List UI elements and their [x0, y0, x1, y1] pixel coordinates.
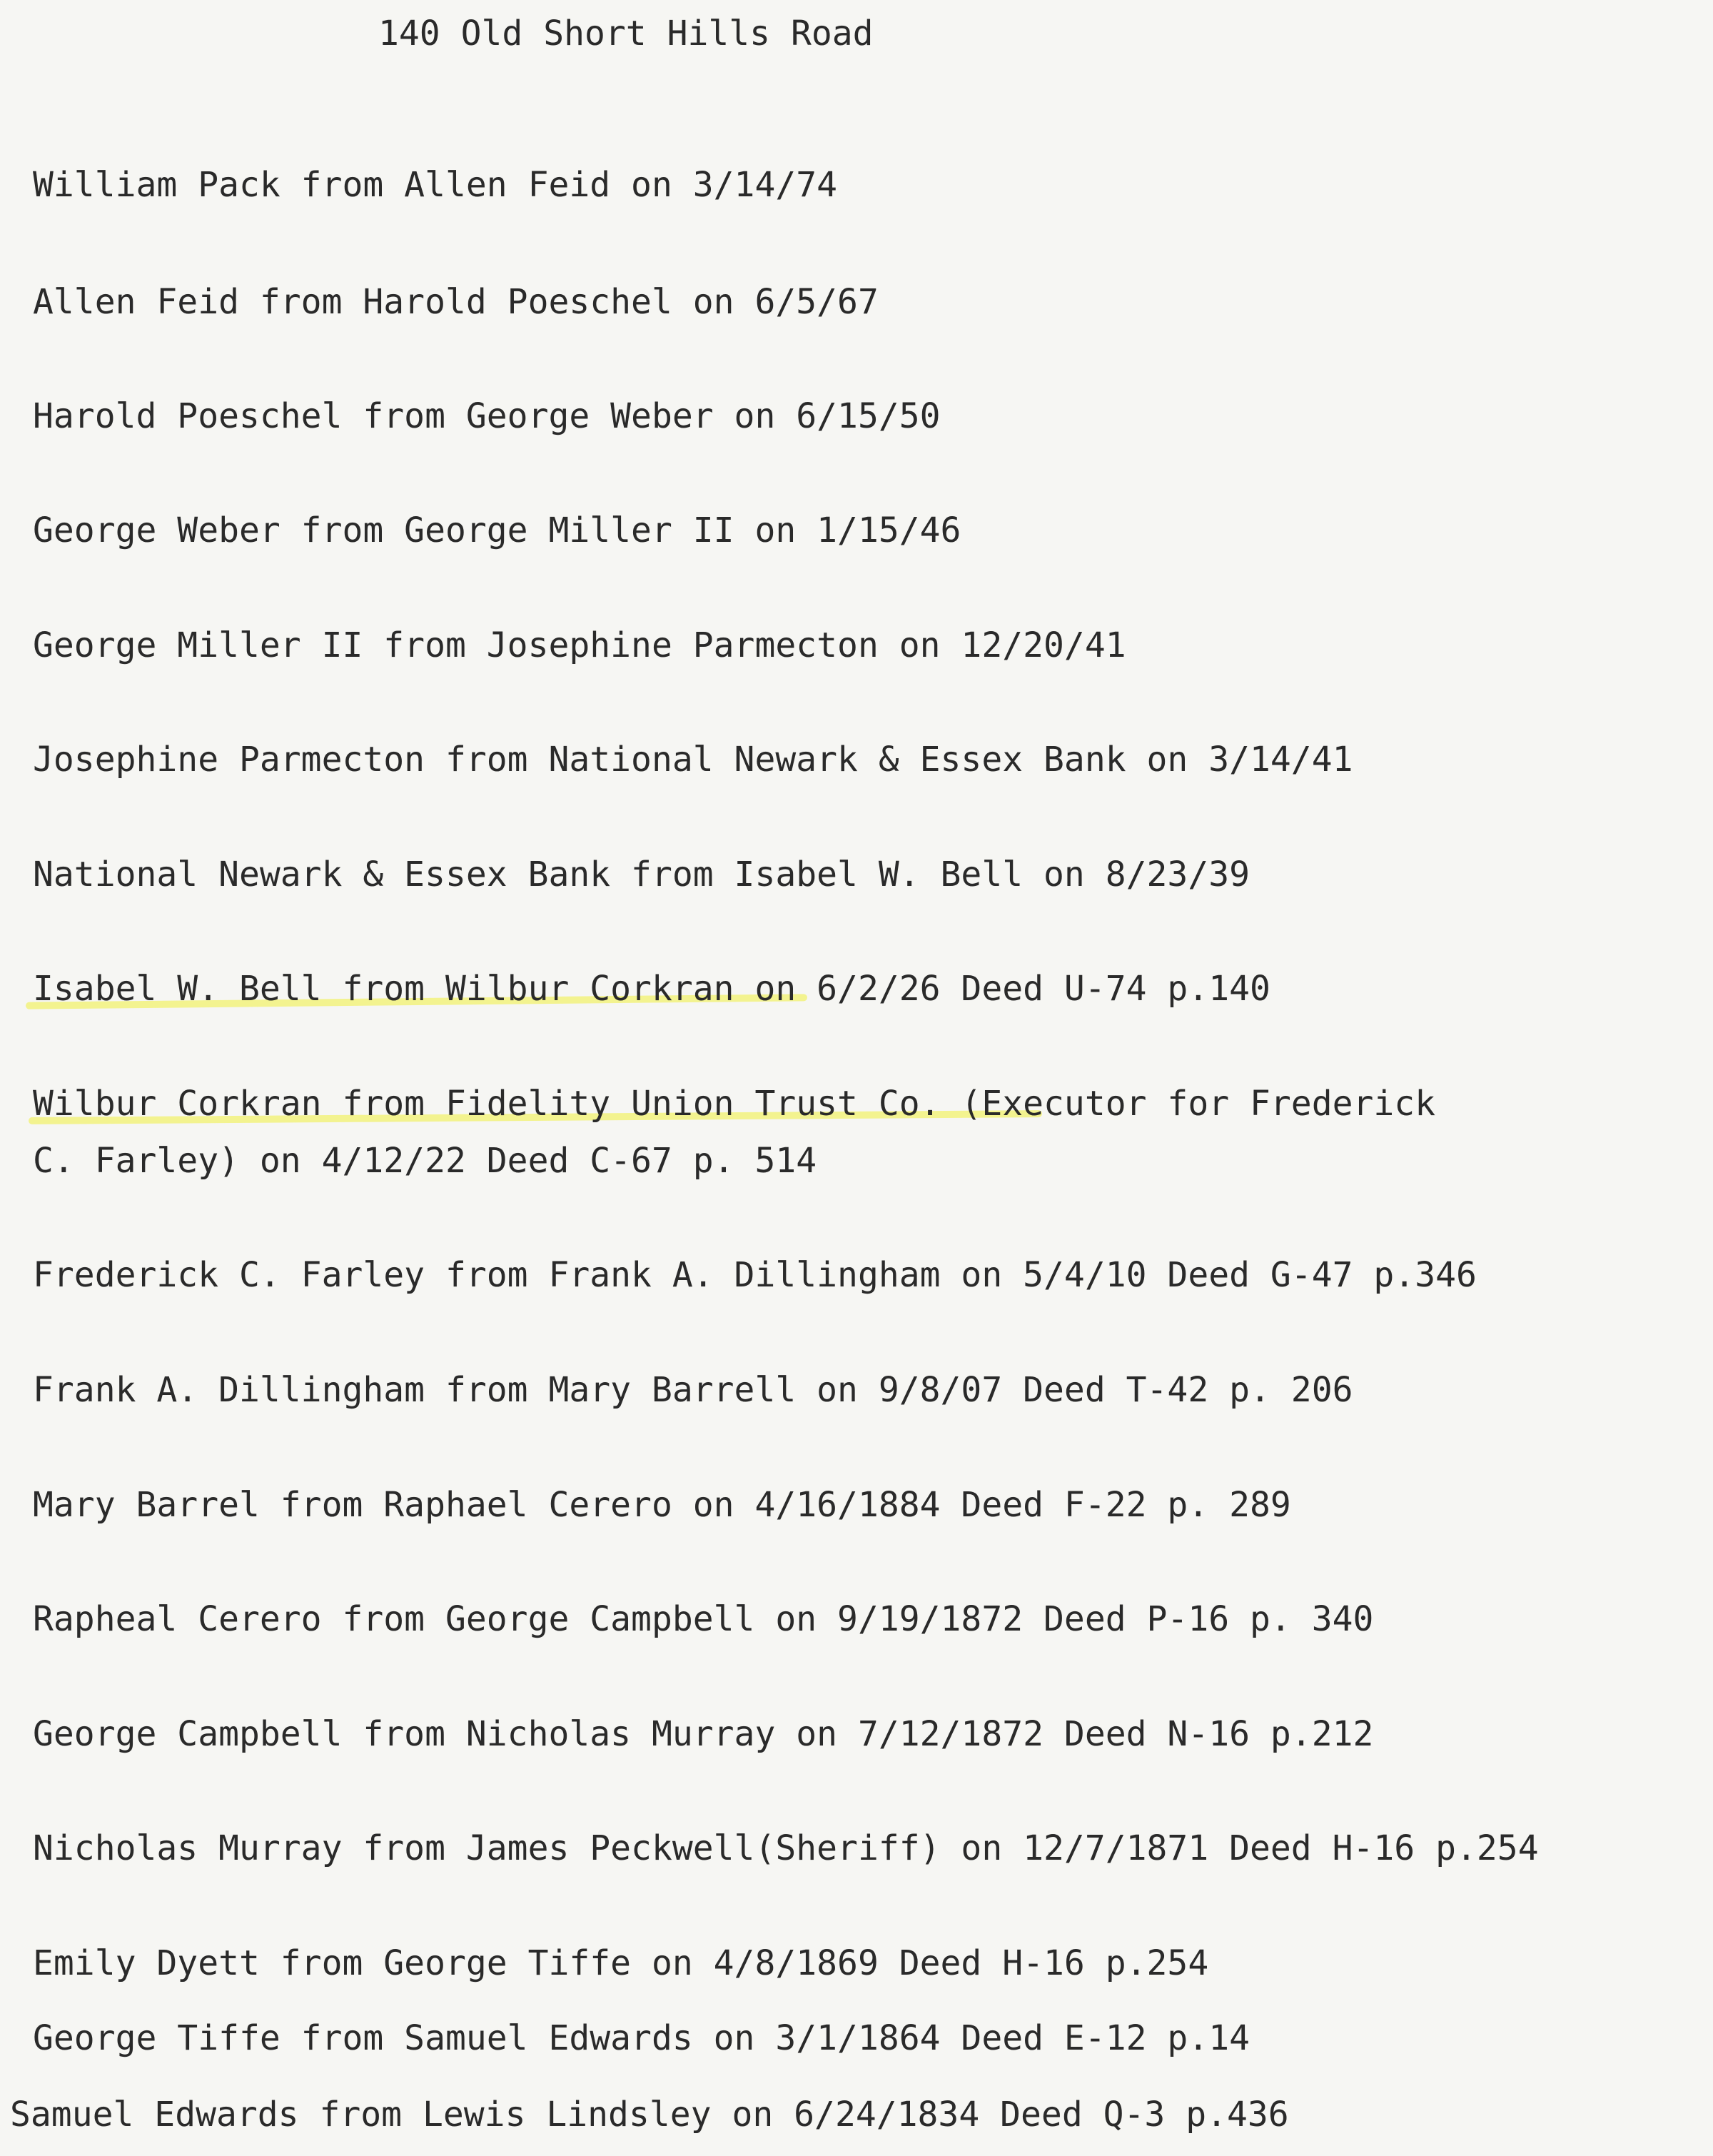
chain-entry: Harold Poeschel from George Weber on 6/15/50 [33, 396, 941, 436]
chain-entry: Emily Dyett from George Tiffe on 4/8/1869 Deed H-16 p.254 [33, 1943, 1209, 1983]
chain-entry: Samuel Edwards from Lewis Lindsley on 6/24/1834 Deed Q-3 p.436 [10, 2095, 1289, 2135]
chain-entry: Josephine Parmecton from National Newark & Essex Bank on 3/14/41 [33, 740, 1353, 780]
bleed-through-mark [29, 339, 41, 364]
chain-entry: Frederick C. Farley from Frank A. Dillingham on 5/4/10 Deed G-47 p.346 [33, 1255, 1477, 1295]
chain-entry: George Tiffe from Samuel Edwards on 3/1/1864 Deed E-12 p.14 [33, 2018, 1250, 2058]
chain-entry: George Weber from George Miller II on 1/15/46 [33, 510, 961, 550]
document-title: 140 Old Short Hills Road [378, 14, 874, 54]
chain-entry: Frank A. Dillingham from Mary Barrell on 9/8/07 Deed T-42 p. 206 [33, 1370, 1353, 1410]
chain-entry: George Campbell from Nicholas Murray on 7/12/1872 Deed N-16 p.212 [33, 1714, 1374, 1754]
chain-entry-continued: C. Farley) on 4/12/22 Deed C-67 p. 514 [33, 1141, 817, 1181]
chain-entry: Wilbur Corkran from Fidelity Union Trust Co. (Executor for Frederick [33, 1084, 1436, 1124]
chain-entry: William Pack from Allen Feid on 3/14/74 [33, 165, 838, 205]
chain-entry: National Newark & Essex Bank from Isabel W. Bell on 8/23/39 [33, 855, 1250, 895]
chain-entry: George Miller II from Josephine Parmecton on 12/20/41 [33, 625, 1126, 665]
chain-entry: Rapheal Cerero from George Campbell on 9/19/1872 Deed P-16 p. 340 [33, 1599, 1374, 1639]
chain-entry: Allen Feid from Harold Poeschel on 6/5/67 [33, 282, 879, 322]
chain-entry: Isabel W. Bell from Wilbur Corkran on 6/2/26 Deed U-74 p.140 [33, 969, 1270, 1009]
chain-entry: Mary Barrel from Raphael Cerero on 4/16/1884 Deed F-22 p. 289 [33, 1485, 1291, 1525]
chain-entry: Nicholas Murray from James Peckwell(Sheriff) on 12/7/1871 Deed H-16 p.254 [33, 1828, 1539, 1868]
